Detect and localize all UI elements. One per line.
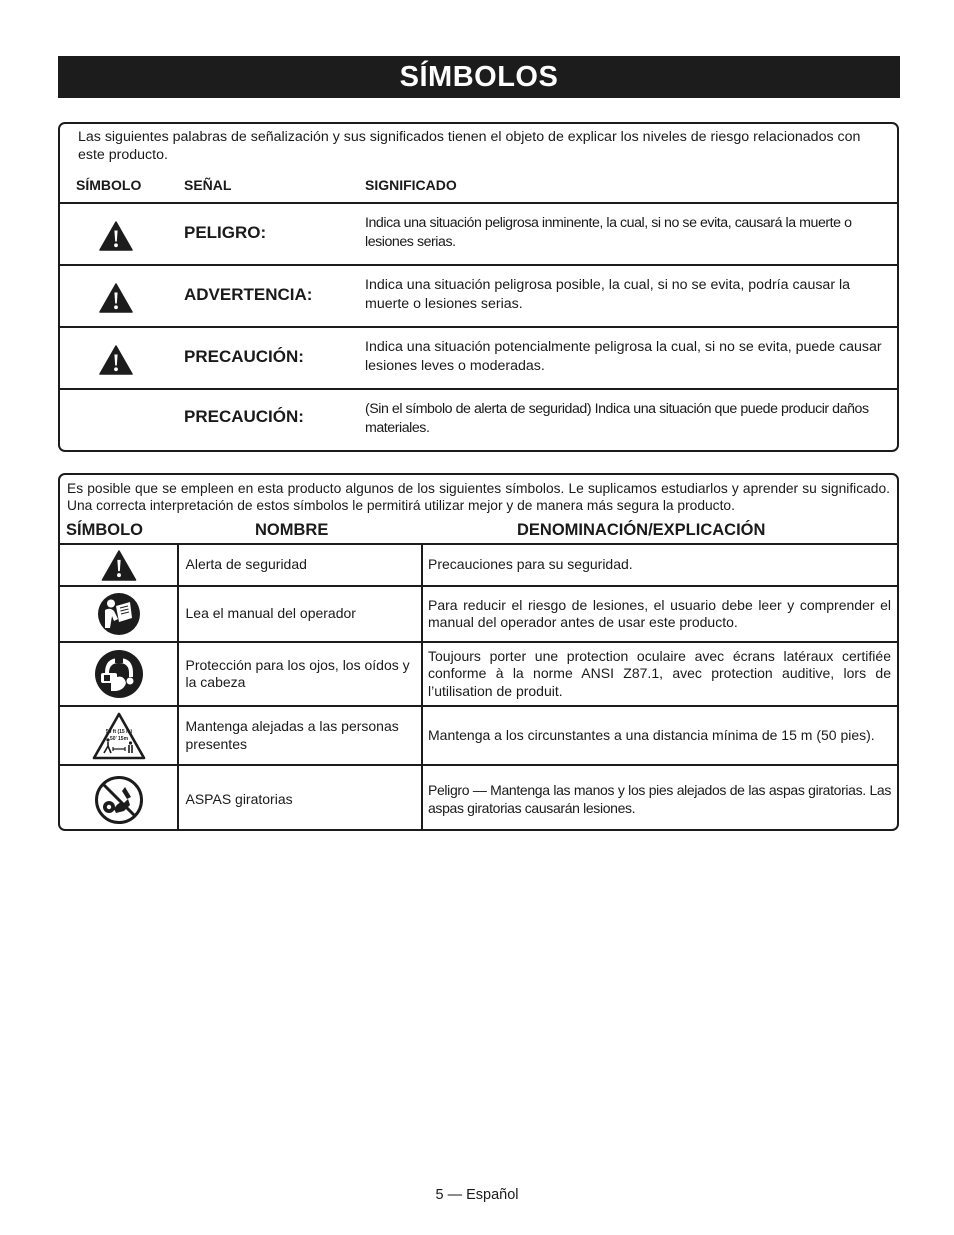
- signal-row-advertencia: [60, 264, 897, 326]
- safety-alert-icon: [101, 550, 137, 581]
- symbol-row-eye-head-protection: [60, 641, 897, 705]
- symbol-name: ASPAS giratorias: [185, 790, 293, 807]
- symbol-name: Alerta de seguridad: [185, 556, 307, 573]
- signal-row-precaucion: [60, 326, 897, 388]
- header-name: NOMBRE: [255, 521, 329, 539]
- symbol-explanation: Peligro — Mantenga las manos y los pies alejados de las aspas giratorias. Las aspas giratorias causarán lesiones.: [428, 782, 891, 816]
- symbol-row-safety-alert: [60, 543, 897, 585]
- signal-row-peligro: [60, 202, 897, 264]
- header-signal: SEÑAL: [184, 177, 232, 193]
- signal-intro: Las siguientes palabras de señalización y sus significados tienen el objeto de explicar los niveles de riesgo relacionados con este producto.: [78, 129, 861, 163]
- safety-alert-triangle-icon: [99, 221, 133, 251]
- signal-word: PELIGRO:: [184, 223, 267, 242]
- page-footer: [0, 1187, 954, 1203]
- header-symbol: SÍMBOLO: [66, 521, 143, 539]
- symbol-explanation: Precauciones para su seguridad.: [428, 556, 633, 573]
- symbol-name: Mantenga alejadas a las personas presentes: [185, 718, 399, 752]
- symbol-name: Lea el manual del operador: [185, 605, 356, 622]
- header-symbol: SÍMBOLO: [76, 177, 142, 193]
- footer-language: Español: [466, 1187, 519, 1203]
- symbol-row-keep-bystanders-away: [60, 705, 897, 764]
- distance-text-short: 50’ 15m: [109, 735, 128, 742]
- symbol-row-rotating-blades: [60, 764, 897, 831]
- symbol-explanation: Toujours porter une protection oculaire avec écrans latéraux certifiée conforme à la norme ANSI Z87.1, avec protection auditive, lors de l’utilisation de produit.: [428, 647, 891, 699]
- signal-meaning: Indica una situación peligrosa inminente, la cual, si no se evita, causará la muerte o lesiones serias.: [365, 215, 852, 250]
- signal-word: ADVERTENCIA:: [184, 285, 313, 304]
- keep-bystanders-away-icon: [92, 712, 146, 760]
- symbols-box: [58, 473, 899, 831]
- signal-words-box: [58, 122, 899, 452]
- signal-word: PRECAUCIÓN:: [184, 407, 304, 426]
- signal-word: PRECAUCIÓN:: [184, 347, 304, 366]
- page-number: 5: [435, 1187, 444, 1203]
- signal-meaning: (Sin el símbolo de alerta de seguridad) Indica una situación que puede producir daños materiales.: [365, 401, 869, 436]
- header-meaning: SIGNIFICADO: [365, 177, 457, 193]
- safety-alert-triangle-icon: [99, 283, 133, 313]
- symbols-intro: Es posible que se empleen en esta producto algunos de los siguientes símbolos. Le suplicamos estudiarlos y aprender su significado. Una correcta interpretación de estos símbolos le permitirá utilizar mejor y de manera más segura la producto.: [67, 481, 890, 513]
- symbol-explanation: Para reducir el riesgo de lesiones, el usuario debe leer y comprender el manual del operador antes de usar este producto.: [428, 596, 891, 630]
- header-explanation: DENOMINACIÓN/EXPLICACIÓN: [517, 521, 766, 539]
- signal-meaning: Indica una situación potencialmente peligrosa la cual, si no se evita, puede causar lesiones leves o moderadas.: [365, 339, 882, 374]
- distance-text: 50 ft (15 m): [105, 728, 132, 735]
- page-title: SÍMBOLOS: [58, 56, 900, 98]
- signal-meaning: Indica una situación peligrosa posible, la cual, si no se evita, podría causar la muerte o lesiones serias.: [365, 277, 851, 312]
- rotating-blades-icon: [94, 775, 144, 825]
- eye-head-protection-icon: [94, 649, 144, 699]
- symbol-explanation: Mantenga a los circunstantes a una distancia mínima de 15 m (50 pies).: [428, 726, 875, 743]
- read-manual-icon: [97, 592, 141, 636]
- safety-alert-triangle-icon: [99, 345, 133, 375]
- footer-separator: —: [447, 1187, 463, 1203]
- signal-row-precaucion-no-symbol: [60, 388, 897, 450]
- symbol-row-read-manual: [60, 585, 897, 641]
- symbol-name: Protección para los ojos, los oídos y la cabeza: [185, 656, 410, 690]
